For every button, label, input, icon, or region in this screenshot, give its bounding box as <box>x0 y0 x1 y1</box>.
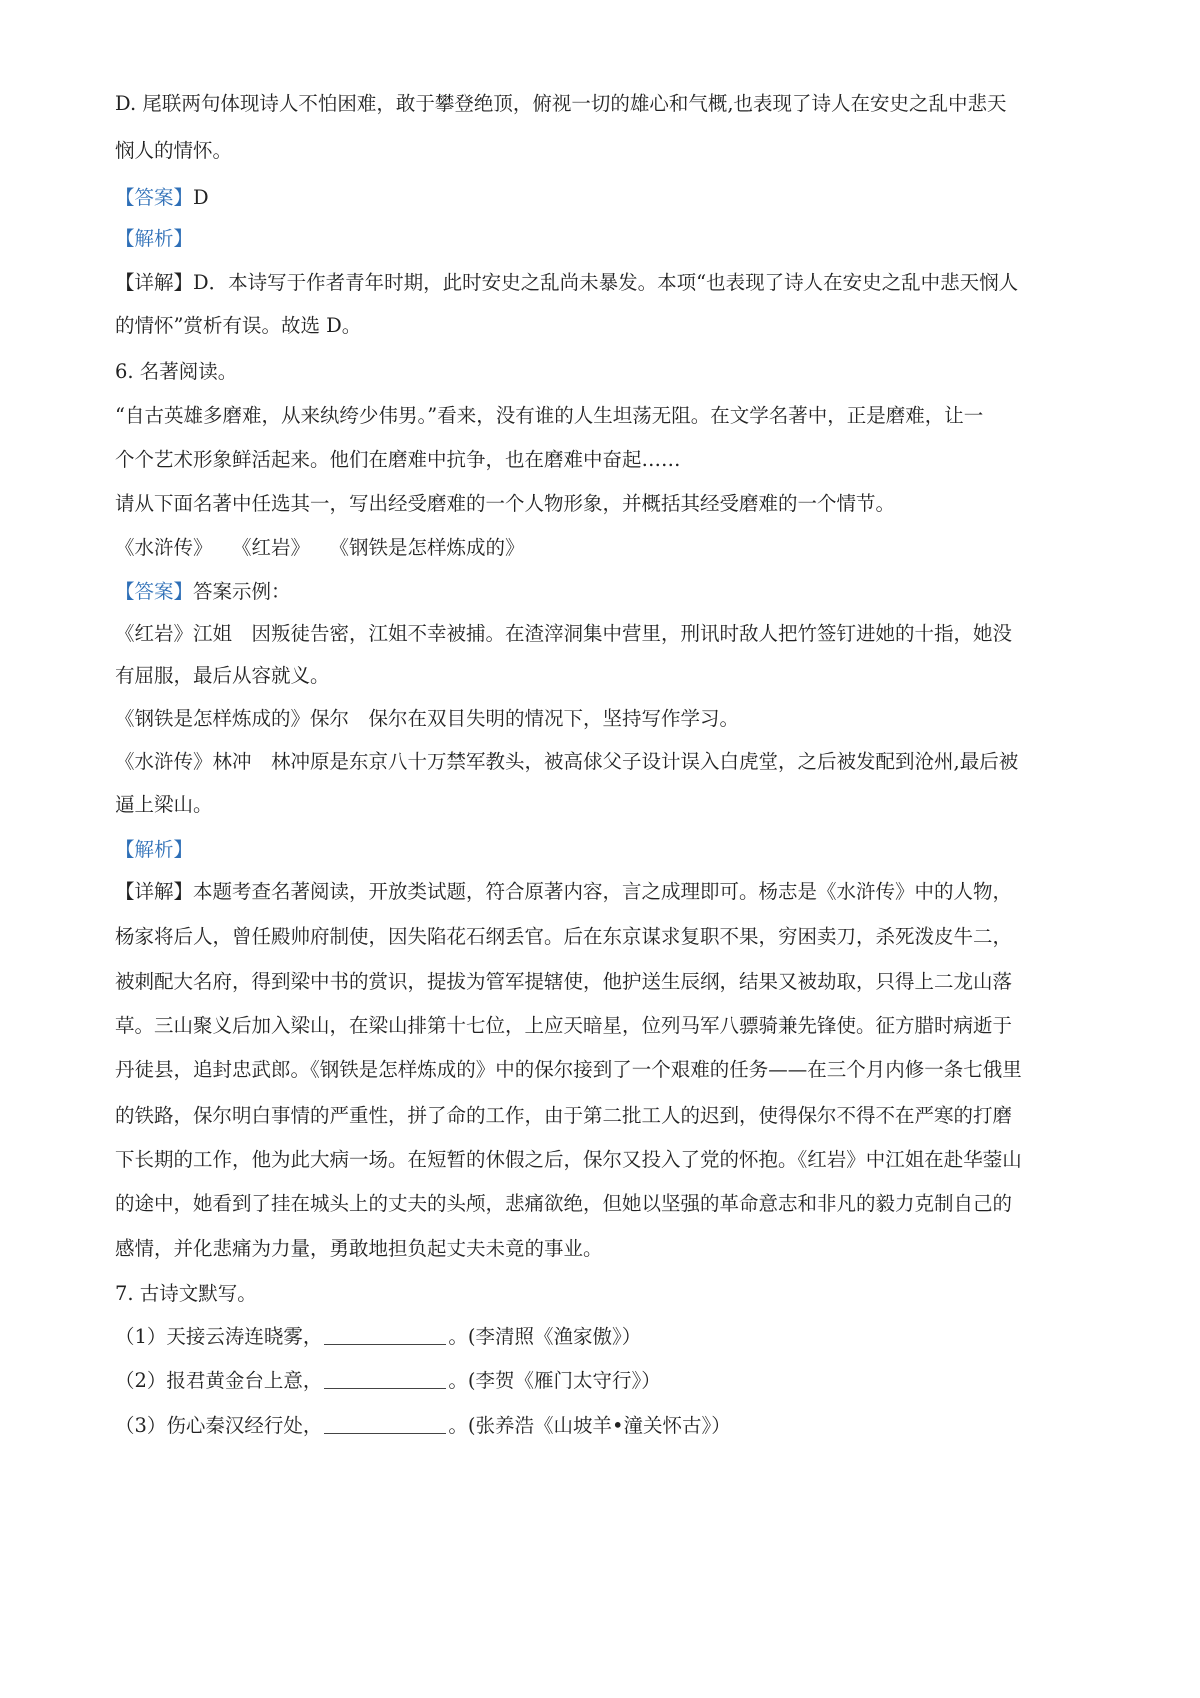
line-text: “自古英雄多磨难，从来纨绔少伟男。”看来，没有谁的人生坦荡无阻。在文学名著中，正是磨难，让一 <box>115 404 984 427</box>
section-tag: 【答案】 <box>115 580 194 603</box>
section-tag: 【答案】 <box>115 186 194 209</box>
text-line <box>115 880 1012 904</box>
line-text: 逼上梁山。 <box>115 793 213 816</box>
text-line <box>115 580 291 604</box>
line-text: 有屈服，最后从容就义。 <box>115 664 330 687</box>
text-line <box>115 622 1012 646</box>
line-text: 悯人的情怀。 <box>115 139 233 162</box>
answer-blank[interactable] <box>324 1370 446 1389</box>
line-text: 《水浒传》 《红岩》 《钢铁是怎样炼成的》 <box>115 536 525 559</box>
line-text: 个个艺术形象鲜活起来。他们在磨难中抗争，也在磨难中奋起…… <box>115 448 681 471</box>
text-line <box>115 1369 661 1393</box>
line-text: （3）伤心秦汉经行处， <box>115 1414 323 1437</box>
text-line <box>115 1104 1012 1128</box>
text-line <box>115 664 330 688</box>
text-line <box>115 360 237 384</box>
line-text: 被刺配大名府，得到梁中书的赏识，提拔为管军提辖使，他护送生辰纲，结果又被劫取，只得上二龙山落 <box>115 970 1013 993</box>
line-text: （2）报君黄金台上意， <box>115 1369 323 1392</box>
text-line <box>115 1148 1022 1172</box>
section-tag: 【解析】 <box>115 227 194 250</box>
line-text: 草。三山聚义后加入梁山，在梁山排第十七位，上应天暗星，位列马军八骠骑兼先锋使。征方腊时病逝于 <box>115 1014 1013 1037</box>
text-line <box>115 1014 1012 1038</box>
text-line <box>115 750 1018 774</box>
text-line <box>115 404 983 428</box>
text-line <box>115 925 1012 949</box>
text-line <box>115 271 1018 295</box>
line-text: 的铁路，保尔明白事情的严重性，拼了命的工作，由于第二批工人的迟到，使得保尔不得不在严寒的打磨 <box>115 1104 1013 1127</box>
text-line <box>115 492 895 516</box>
section-tag: 【解析】 <box>115 838 194 861</box>
text-line <box>115 793 213 817</box>
line-text: 《水浒传》林冲 林冲原是东京八十万禁军教头，被高俅父子设计误入白虎堂，之后被发配到沧州,最后被 <box>115 750 1019 773</box>
line-text: 7. 古诗文默写。 <box>115 1282 257 1305</box>
line-text: 丹徒县，追封忠武郎。《钢铁是怎样炼成的》中的保尔接到了一个艰难的任务——在三个月内修一条七俄里 <box>115 1058 1022 1081</box>
line-text: 答案示例： <box>193 580 291 603</box>
line-text: 【详解】本题考查名著阅读，开放类试题，符合原著内容，言之成理即可。杨志是《水浒传》中的人物， <box>115 880 1013 903</box>
line-text: 的情怀”赏析有误。故选 D。 <box>115 314 362 337</box>
line-text: 感情，并化悲痛为力量，勇敢地担负起丈夫未竟的事业。 <box>115 1237 603 1260</box>
line-source: 。(李贺《雁门太守行》） <box>448 1369 661 1392</box>
text-line <box>115 1237 603 1261</box>
line-text: 6. 名著阅读。 <box>115 360 238 383</box>
line-text: 杨家将后人，曾任殿帅府制使，因失陷花石纲丢官。后在东京谋求复职不果，穷困卖刀，杀死泼皮牛二， <box>115 925 1013 948</box>
line-text: （1）天接云涛连晓雾， <box>115 1325 323 1348</box>
text-line <box>115 1192 1012 1216</box>
text-line <box>115 1058 1022 1082</box>
line-text: 的途中，她看到了挂在城头上的丈夫的头颅，悲痛欲绝，但她以坚强的革命意志和非凡的毅力克制自己的 <box>115 1192 1013 1215</box>
line-text: 下长期的工作，他为此大病一场。在短暂的休假之后，保尔又投入了党的怀抱。《红岩》中江姐在赴华蓥山 <box>115 1148 1022 1171</box>
line-text: D. 尾联两句体现诗人不怕困难，敢于攀登绝顶，俯视一切的雄心和气概,也表现了诗人在安史之乱中悲天 <box>115 92 1007 115</box>
text-line <box>115 1282 257 1306</box>
text-line <box>115 970 1012 994</box>
text-line <box>115 92 1007 116</box>
line-source: 。(李清照《渔家傲》） <box>448 1325 642 1348</box>
line-text: 《红岩》江姐 因叛徒告密，江姐不幸被捕。在渣滓洞集中营里，刑讯时敌人把竹签钉进她的十指，她没 <box>115 622 1013 645</box>
text-line <box>115 139 232 163</box>
text-line <box>115 227 193 251</box>
text-line <box>115 186 209 210</box>
text-line <box>115 448 681 472</box>
text-line <box>115 838 193 862</box>
text-line <box>115 1325 641 1349</box>
line-text: 【详解】D．本诗写于作者青年时期，此时安史之乱尚未暴发。本项“也表现了诗人在安史之乱中悲天悯人 <box>115 271 1019 294</box>
text-line <box>115 707 739 731</box>
text-line <box>115 314 361 338</box>
line-source: 。(张养浩《山坡羊•潼关怀古》） <box>448 1414 731 1437</box>
line-text: 请从下面名著中任选其一，写出经受磨难的一个人物形象，并概括其经受磨难的一个情节。 <box>115 492 896 515</box>
answer-blank[interactable] <box>324 1415 446 1434</box>
answer-blank[interactable] <box>324 1326 446 1345</box>
line-text: 《钢铁是怎样炼成的》保尔 保尔在双目失明的情况下，坚持写作学习。 <box>115 707 740 730</box>
line-text: D <box>193 186 209 209</box>
text-line <box>115 536 525 560</box>
text-line <box>115 1414 731 1438</box>
